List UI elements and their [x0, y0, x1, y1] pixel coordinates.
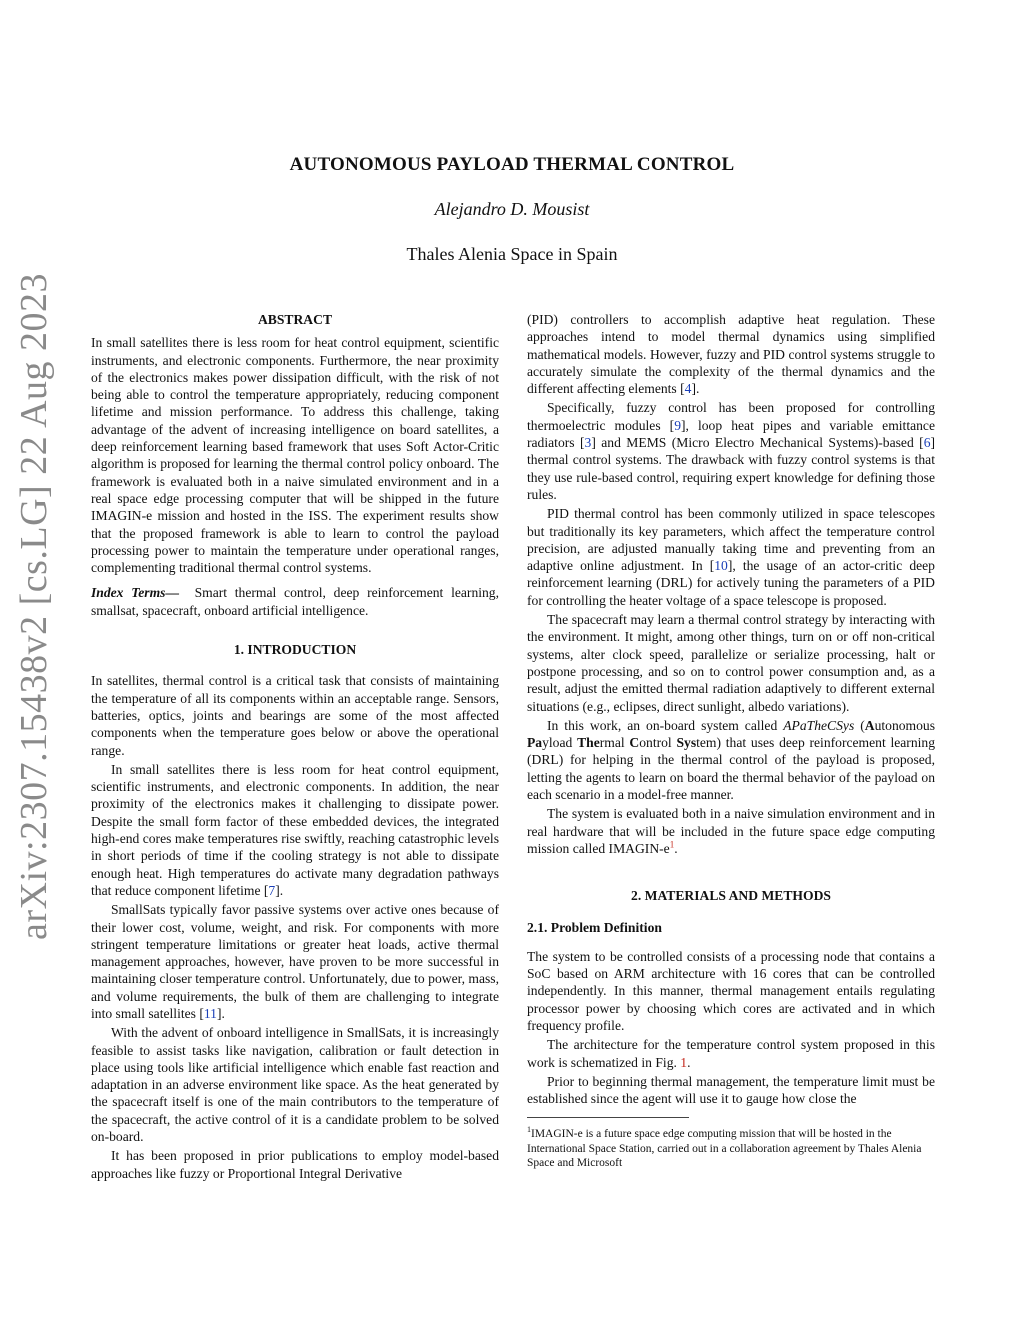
- footnote-mark: 1: [527, 1125, 531, 1135]
- intro-paragraph-1: In satellites, thermal control is a critical task that consists of maintaining the temperature of all its components within an acceptable range. Sensors, batteries, optics, joints and bearings are some of the most affected components when the temperature goes below or above the operational range.: [91, 673, 499, 758]
- citation-link[interactable]: 4: [684, 381, 692, 397]
- index-terms-text: Smart thermal control, deep reinforcement learning, smallsat, spacecraft, onboard artificial intelligence.: [91, 585, 500, 618]
- citation-link[interactable]: 7: [268, 882, 276, 898]
- index-terms-label: Index Terms—: [91, 585, 180, 601]
- intro-paragraph-4: With the advent of onboard intelligence in SmallSats, it is increasingly feasible to assist tasks like navigation, calibration or fault detection in place using tools like artificial intelligence which enable fast reaction and adaptation in an adverse environment like space. As the heat generated by the spacecraft itself is one of the main contributors to the temperature of the spacecraft, the active control of it is a candidate problem to be solved on-board.: [91, 1025, 499, 1145]
- intro-paragraph-6: (PID) controllers to accomplish adaptive heat regulation. These approaches intend to model thermal dynamics using simplified mathematical models. However, fuzzy and PID control systems struggle to accurately simulate the complexity of the thermal dynamics and the different affecting elements [4].: [527, 312, 935, 397]
- methods-paragraph-2: The architecture for the temperature control system proposed in this work is schematized in Fig. 1.: [527, 1037, 935, 1070]
- figure-link[interactable]: 1: [680, 1054, 688, 1070]
- citation-link[interactable]: 3: [584, 435, 592, 451]
- problem-definition-heading: 2.1. Problem Definition: [527, 919, 662, 935]
- abstract-heading: ABSTRACT: [257, 312, 333, 327]
- system-name: APaTheCSys: [783, 717, 855, 733]
- index-terms: [91, 584, 499, 619]
- intro-paragraph-2: In small satellites there is less room for heat control equipment, scientific instruments, and electronic components. In addition, the near proximity of the electronics makes it challenging to dissipate power. Despite the small form factor of these embedded devices, the integrated high-end cores make temperatures rise swiftly, reaching catastrophic levels in short periods of time if the cooling strategy is not able to dissipate enough heat. High temperatures do activate many degradation pathways that reduce component lifetime [7].: [91, 761, 499, 898]
- intro-paragraph-3: SmallSats typically favor passive systems over active ones because of their lower cost, volume, weight, and risk. For components with more stringent temperature limitations or greater heat loads, active thermal management approaches, however, have proven to be more successful in maintaining closer temperature control. Unfortunately, due to power, mass, and volume requirements, the bulk of them are challenging to integrate into small satellites [11].: [91, 902, 499, 1021]
- methods-paragraph-1: The system to be controlled consists of a processing node that contains a SoC based on ARM architecture with 16 cores that can be controlled independently. In this manner, thermal management entails regulating processor power by choosing which cores are activated and in which frequency profile.: [527, 948, 935, 1033]
- citation-link[interactable]: 10: [714, 558, 728, 574]
- footnote-text: IMAGIN-e is a future space edge computing mission that will be hosted in the International Space Station, carried out in a collaboration agreement by Thales Alenia Space and Microsoft: [527, 1128, 922, 1170]
- intro-paragraph-8: PID thermal control has been commonly utilized in space telescopes but traditionally its key parameters, which affect the temperature control precision, are adjusted manually taking time and preventing from an adaptive online adjustment. In [10], the usage of an actor-critic deep reinforcement learning (DRL) for actively tuning the parameters of a PID for controlling the heater voltage of a space telescope is proposed.: [527, 506, 935, 608]
- paper-title: AUTONOMOUS PAYLOAD THERMAL CONTROL: [289, 154, 735, 175]
- footnote-divider: [527, 1117, 689, 1118]
- intro-paragraph-10: In this work, an on-board system called APaTheCSys (Autonomous Payload Thermal Control System) that uses deep reinforcement learning (DRL) for helping in the thermal control of the payload is proposed, letting the agents to learn on board the thermal behavior of the payload on each scenario in a model-free manner.: [527, 717, 936, 803]
- footnote-link[interactable]: 1: [669, 839, 675, 850]
- introduction-heading: 1. INTRODUCTION: [233, 642, 357, 658]
- citation-link[interactable]: 11: [203, 1005, 217, 1021]
- right-column: [527, 311, 935, 1171]
- citation-link[interactable]: 9: [674, 417, 681, 433]
- intro-paragraph-7: Specifically, fuzzy control has been proposed for controlling thermoelectric modules [9], loop heat pipes and variable emittance radiators [3] and MEMS (Micro Electro Mechanical Systems)-based [6] thermal control systems. The drawback with fuzzy control systems is that they use rule-based control, requiring expert knowledge for defining those rules.: [527, 400, 936, 502]
- affiliation: Thales Alenia Space in Spain: [406, 244, 618, 264]
- left-column: [91, 311, 499, 1184]
- intro-paragraph-9: The spacecraft may learn a thermal control strategy by interacting with the environment. It might, among other things, turn on or off non-critical systems, alter clock speed, parallelize or serialize processing, halt or postpone processing, and so on to control power consumption and, as a result, adjust the emitted thermal radiation adaptively to different external situations (e.g., eclipses, direct sunlight, albedo variations).: [527, 612, 935, 714]
- intro-paragraph-5: It has been proposed in prior publications to employ model-based approaches like fuzzy or Proportional Integral Derivative: [91, 1148, 499, 1181]
- arxiv-identifier: arXiv:2307.15438v2 [cs.LG] 22 Aug 2023: [13, 272, 55, 940]
- author-name: Alejandro D. Mousist: [434, 199, 590, 219]
- citation-link[interactable]: 6: [923, 435, 931, 451]
- footnote: [527, 1123, 935, 1170]
- abstract-text: In small satellites there is less room for heat control equipment, scientific instruments, and electronic components. Furthermore, the near proximity of the electronics makes power dissipation difficult, with the risk of not being able to control the temperature appropriately, reducing component lifetime and mission performance. To address this challenge, taking advantage of the advent of increasing intelligence on board satellites, a deep reinforcement learning based framework that uses Soft Actor-Critic algorithm is proposed for learning the thermal control policy onboard. The framework is evaluated both in a naive simulated environment and in a real space edge processing computer that will be shipped in the future IMAGIN-e mission and hosted in the ISS. The experiment results show that the proposed framework is able to learn to control the payload processing power to maintain the temperature under operational ranges, complementing traditional thermal control systems.: [91, 335, 499, 576]
- methods-paragraph-3: Prior to beginning thermal management, the temperature limit must be established since the agent will use it to gauge how close the: [527, 1073, 935, 1107]
- intro-paragraph-11: The system is evaluated both in a naive simulation environment and in real hardware that will be included in the future space edge computing mission called IMAGIN-e$^1$.: [527, 806, 935, 856]
- methods-heading: 2. MATERIALS AND METHODS: [631, 888, 831, 904]
